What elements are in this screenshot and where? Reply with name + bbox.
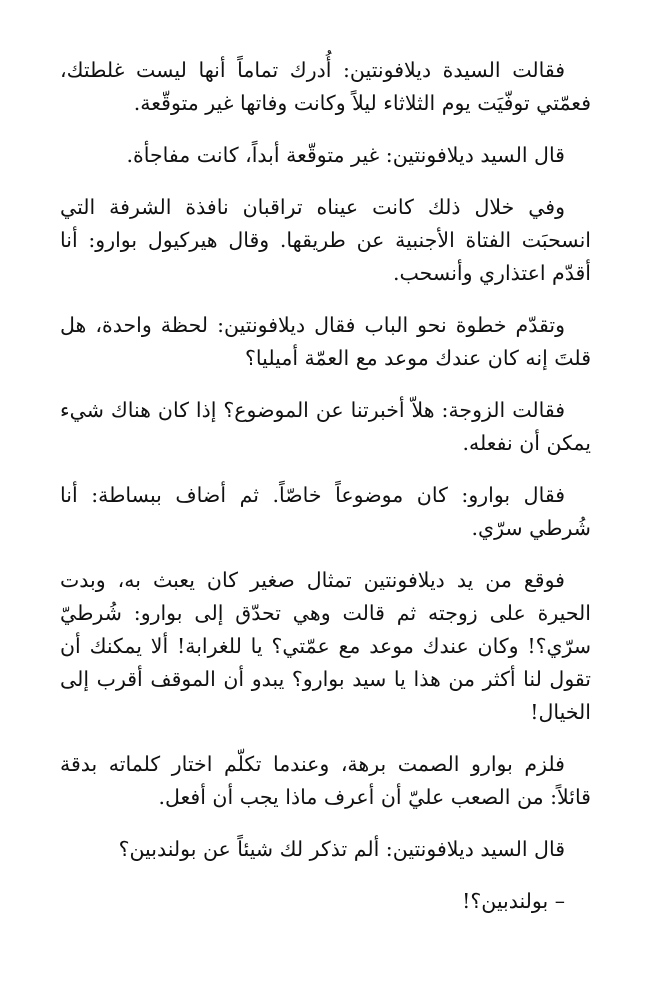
paragraph: فلزم بوارو الصمت برهة، وعندما تكلّم اختار كلماته بدقة قائلاً: من الصعب عليّ أن أعرف ماذا يجب أن أفعل. — [60, 752, 591, 809]
paragraph: فقالت السيدة ديلافونتين: أُدرك تماماً أنها ليست غلطتك، فعمّتي توفّيَت يوم الثلاثاء ليلاً وكانت وفاتها غير متوقّعة. — [60, 58, 591, 115]
dialogue-line: – بولندبين؟! — [462, 889, 565, 913]
paragraph: وتقدّم خطوة نحو الباب فقال ديلافونتين: لحظة واحدة، هل قلتَ إنه كان عندك موعد مع العمّة أميليا؟ — [60, 313, 591, 370]
paragraph: قال السيد ديلافونتين: ألم تذكر لك شيئاً عن بولندبين؟ — [118, 837, 565, 861]
paragraph: فوقع من يد ديلافونتين تمثال صغير كان يعبث به، وبدت الحيرة على زوجته ثم قالت وهي تحدّق إلى بوارو: شُرطيّ سرّي؟! وكان عندك موعد مع عمّتي؟ يا للغرابة! ألا يمكنك أن تقول لنا أكثر من هذا يا سيد بوارو؟ يبدو أن الموقف أقرب إلى الخيال! — [60, 568, 591, 724]
paragraph: فقالت الزوجة: هلاّ أخبرتنا عن الموضوع؟ إذا كان هناك شيء يمكن أن نفعله. — [60, 398, 591, 455]
paragraph: قال السيد ديلافونتين: غير متوقّعة أبداً، كانت مفاجأة. — [126, 143, 565, 167]
paragraph: فقال بوارو: كان موضوعاً خاصّاً. ثم أضاف ببساطة: أنا شُرطي سرّي. — [60, 483, 591, 540]
book-page — [60, 54, 591, 937]
paragraph: وفي خلال ذلك كانت عيناه تراقبان نافذة الشرفة التي انسحبَت الفتاة الأجنبية عن طريقها. وقال هيركيول بوارو: أنا أقدّم اعتذاري وأنسحب. — [60, 195, 591, 285]
